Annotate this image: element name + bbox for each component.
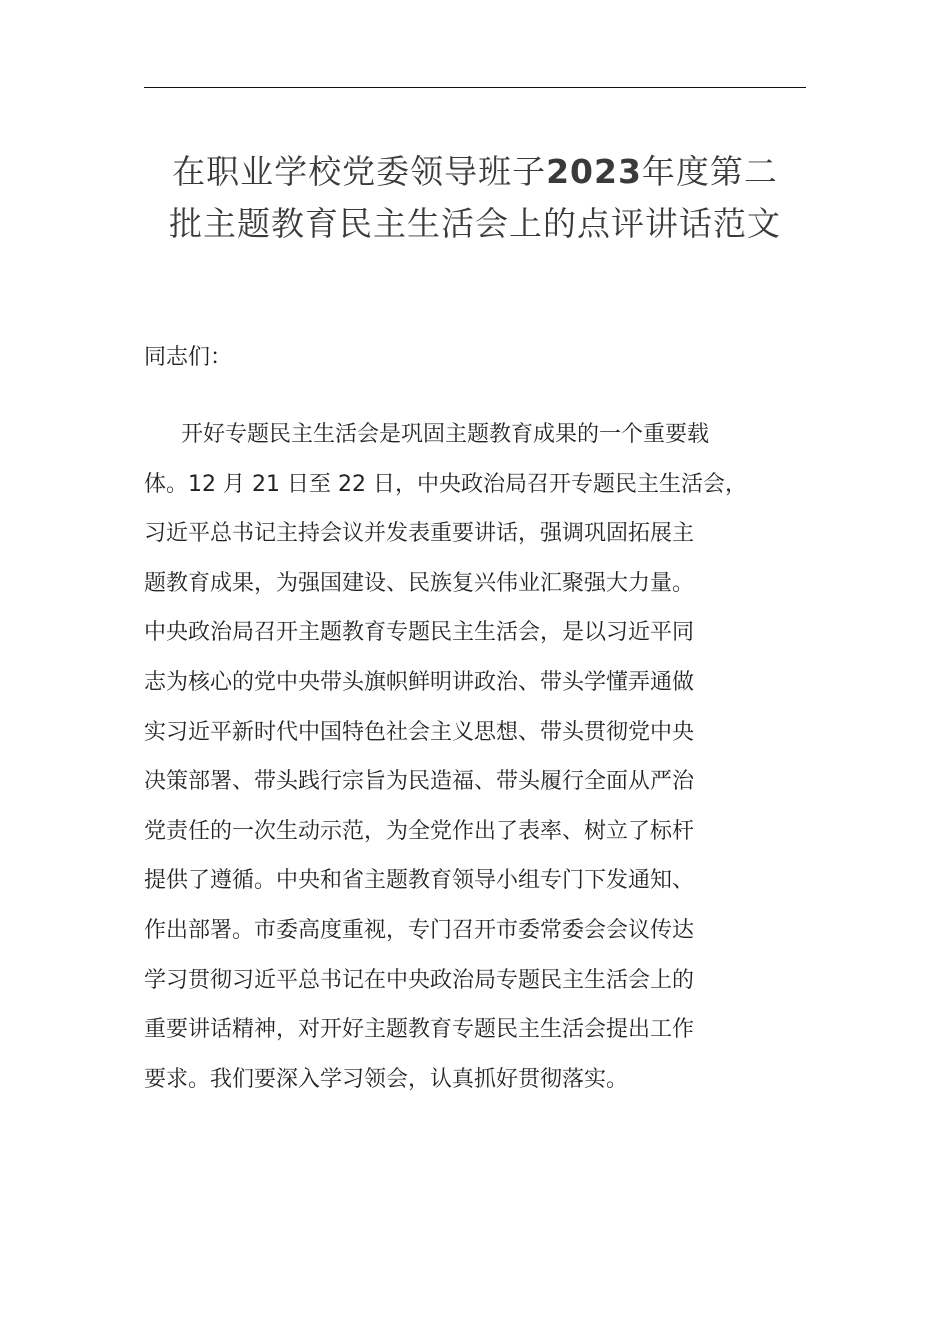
paragraph-line: 学习贯彻习近平总书记在中央政治局专题民主生活会上的 xyxy=(144,967,695,993)
paragraph-line: 开好专题民主生活会是巩固主题教育成果的一个重要载 xyxy=(181,422,710,447)
title-line-1-prefix: 在职业学校党委领导班子 xyxy=(172,152,547,191)
paragraph-line: 党责任的一次生动示范，为全党作出了表率、树立了标杆 xyxy=(144,818,695,844)
paragraph-line: 中央政治局召开主题教育专题民主生活会，是以习近平同 xyxy=(144,620,695,646)
paragraph-line: 题教育成果，为强国建设、民族复兴伟业汇聚强大力量。 xyxy=(144,570,695,596)
title-line-1-suffix: 年度第二 xyxy=(641,152,778,191)
paragraph-line: 实习近平新时代中国特色社会主义思想、带头贯彻党中央 xyxy=(144,719,695,745)
body-paragraph xyxy=(144,410,834,1104)
title-year: 2023 xyxy=(546,152,642,191)
paragraph-line: 习近平总书记主持会议并发表重要讲话，强调巩固拓展主 xyxy=(144,521,695,547)
paragraph-line: 志为核心的党中央带头旗帜鲜明讲政治、带头学懂弄通做 xyxy=(144,669,695,695)
paragraph-line: 体。12 月 21 日至 22 日，中央政治局召开专题民主生活会， xyxy=(144,471,747,497)
paragraph-line: 重要讲话精神，对开好主题教育专题民主生活会提出工作 xyxy=(144,1017,695,1043)
header-divider xyxy=(144,87,806,88)
paragraph-line: 提供了遵循。中央和省主题教育领导小组专门下发通知、 xyxy=(144,868,695,894)
title-line-2: 批主题教育民主生活会上的点评讲话范文 xyxy=(169,204,781,243)
document-title xyxy=(120,146,830,250)
salutation: 同志们： xyxy=(144,345,233,370)
title-line-1 xyxy=(120,146,830,198)
paragraph-line: 作出部署。市委高度重视，专门召开市委常委会会议传达 xyxy=(144,917,695,943)
paragraph-line: 要求。我们要深入学习领会，认真抓好贯彻落实。 xyxy=(144,1066,629,1092)
paragraph-line: 决策部署、带头践行宗旨为民造福、带头履行全面从严治 xyxy=(144,769,695,795)
